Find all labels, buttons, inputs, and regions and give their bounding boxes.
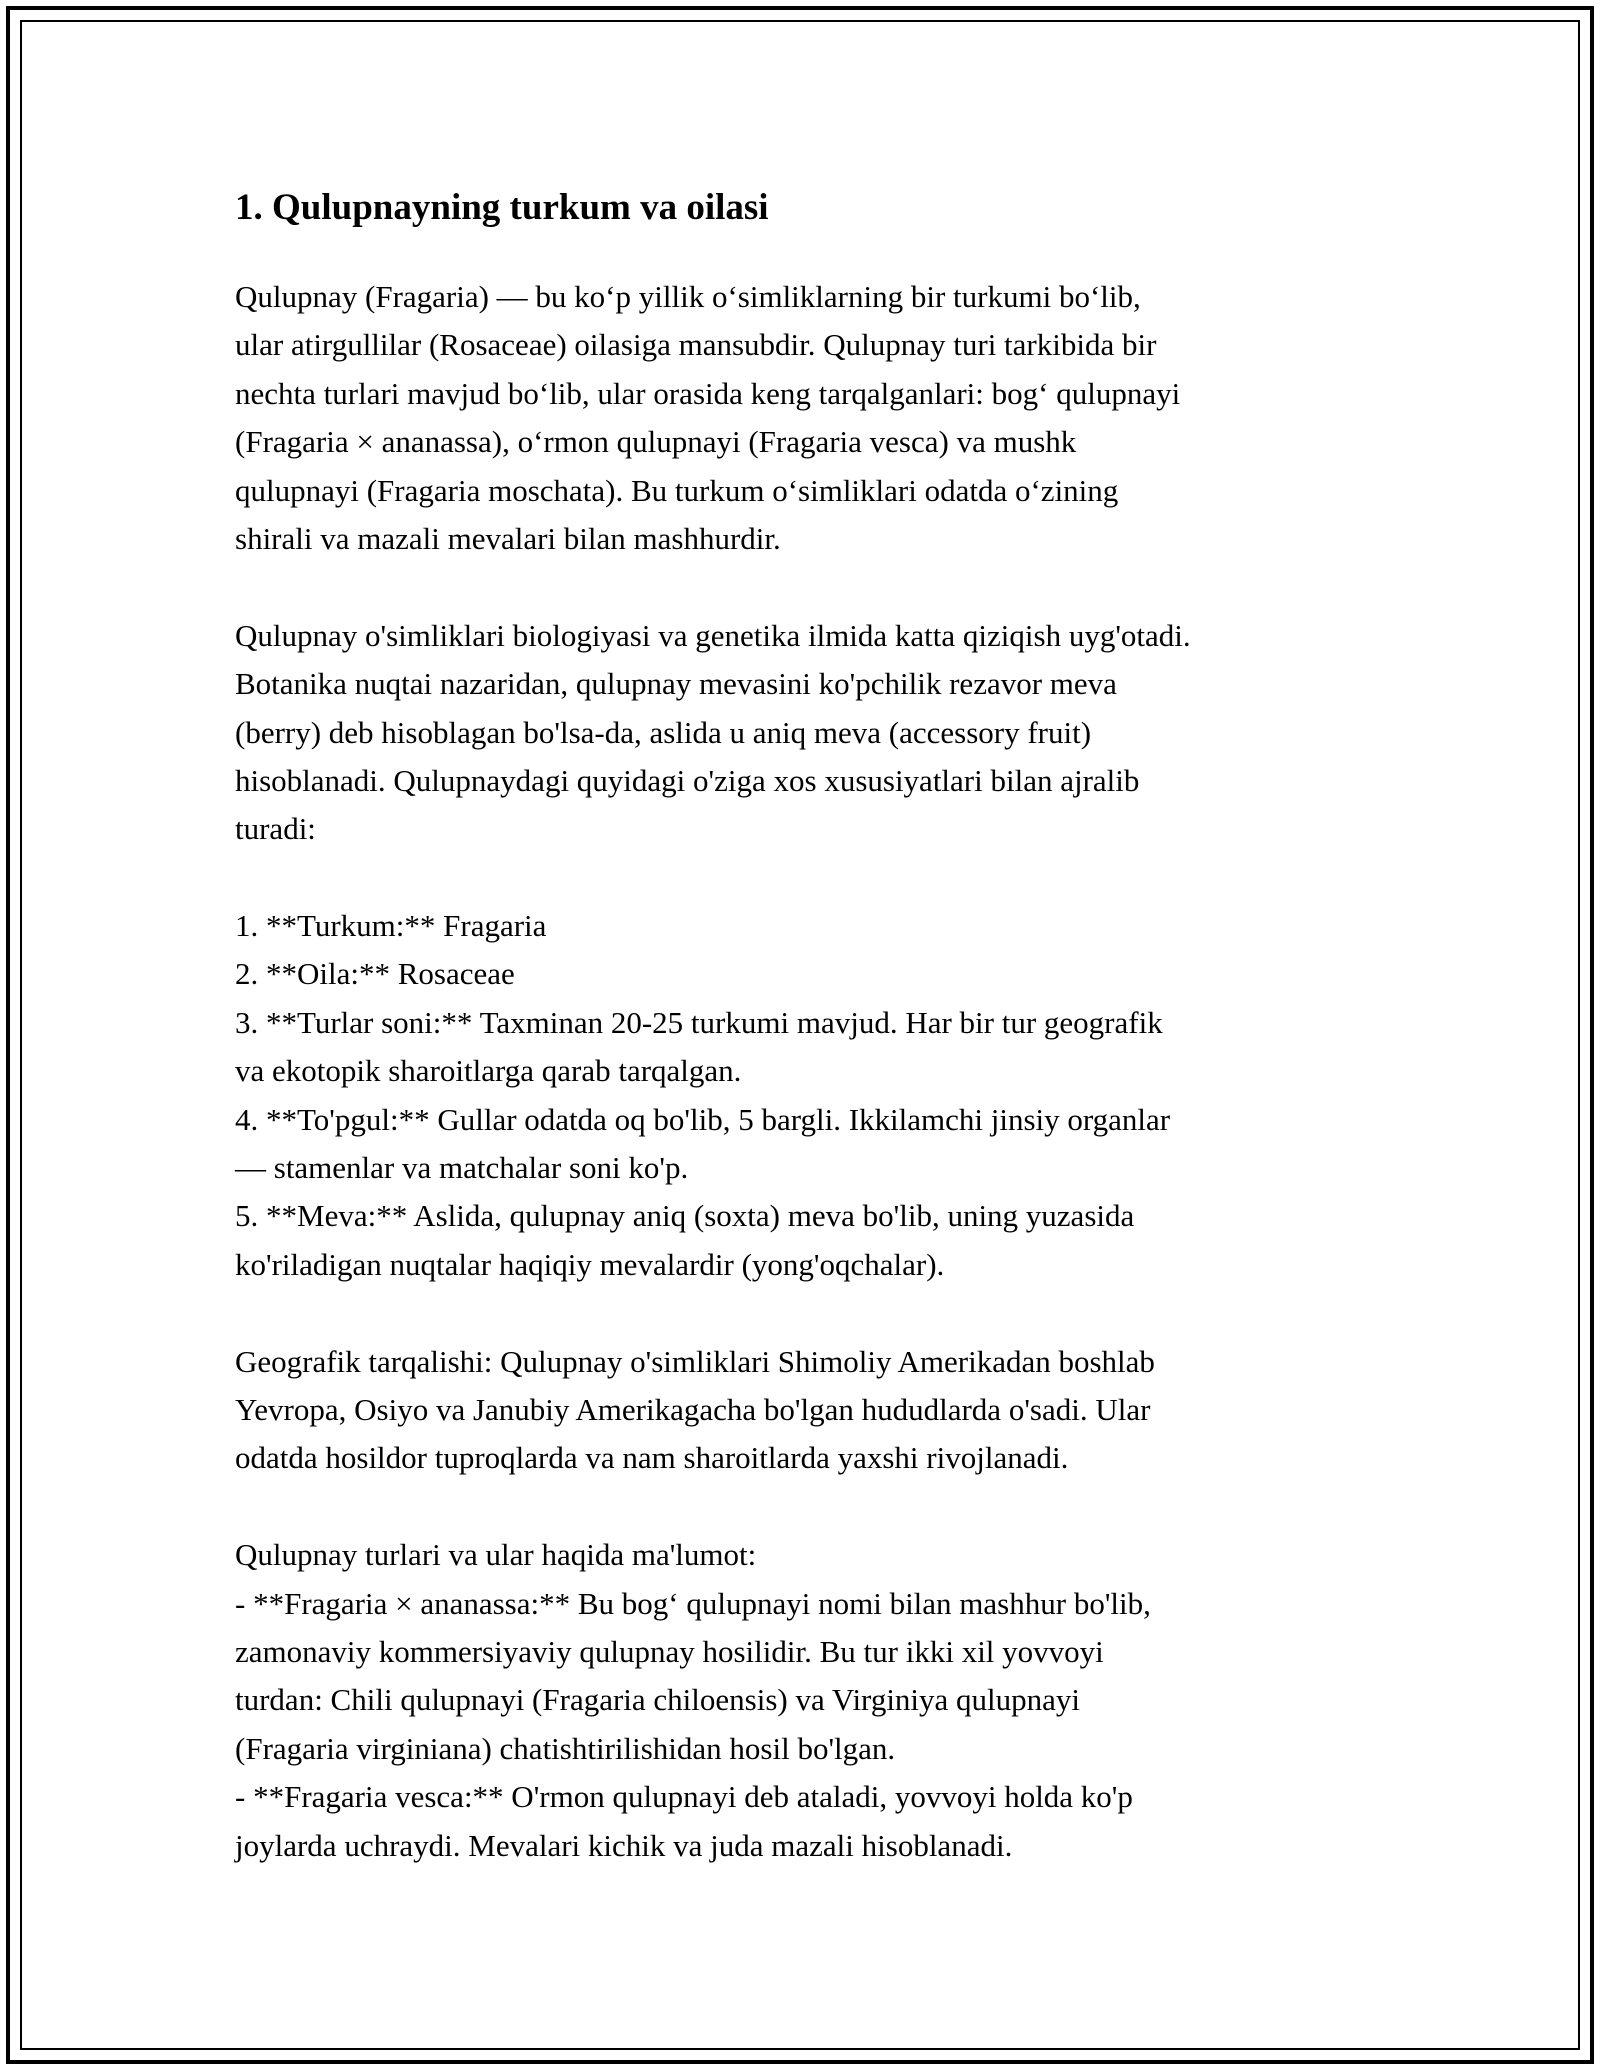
paragraph-geography [235,1338,1375,1483]
paragraph-species [235,1531,1375,1870]
list-item: 4. **To'pgul:** Gullar odatda oq bo'lib, 5 bargli. Ikkilamchi jinsiy organlar [235,1101,1171,1137]
paragraph-spacer [235,563,1375,611]
document-content [235,185,1375,1870]
text-line: hisoblanadi. Qulupnaydagi quyidagi o'ziga xos xususiyatlari bilan ajralib [235,762,1140,798]
section-heading: 1. Qulupnayning turkum va oilasi [235,187,769,228]
text-line: qulupnayi (Fragaria moschata). Bu turkum o‘simliklari odatda o‘zining [235,472,1119,508]
text-line: Qulupnay turlari va ular haqida ma'lumot: [235,1537,757,1573]
paragraph-spacer [235,854,1375,902]
paragraph-spacer [235,1483,1375,1531]
list-item-continuation: va ekotopik sharoitlarga qarab tarqalgan. [235,1053,742,1089]
document-body [235,273,1375,1870]
classification-list [235,902,1375,1289]
list-item-continuation: turdan: Chili qulupnayi (Fragaria chiloensis) va Virginiya qulupnayi [235,1682,1081,1718]
paragraph-spacer [235,1289,1375,1337]
paragraph-intro [235,273,1375,563]
list-item: 2. **Oila:** Rosaceae [235,956,515,992]
list-item-continuation: ko'riladigan nuqtalar haqiqiy mevalardir (yong'oqchalar). [235,1246,945,1282]
text-line: Qulupnay o'simliklari biologiyasi va genetika ilmida katta qiziqish uyg'otadi. [235,617,1191,653]
paragraph-biology [235,612,1375,854]
text-line: nechta turlari mavjud bo‘lib, ular orasida keng tarqalganlari: bog‘ qulupnayi [235,375,1181,411]
text-line: turadi: [235,811,316,847]
text-line: shirali va mazali mevalari bilan mashhurdir. [235,520,781,556]
list-item: 1. **Turkum:** Fragaria [235,908,547,944]
list-item-continuation: (Fragaria virginiana) chatishtirilishidan hosil bo'lgan. [235,1730,896,1766]
text-line: (Fragaria × ananassa), o‘rmon qulupnayi (Fragaria vesca) va mushk [235,424,1077,460]
text-line: (berry) deb hisoblagan bo'lsa-da, aslida u aniq meva (accessory fruit) [235,714,1092,750]
list-item: 5. **Meva:** Aslida, qulupnay aniq (soxta) meva bo'lib, uning yuzasida [235,1198,1135,1234]
list-item-continuation: — stamenlar va matchalar soni ko'p. [235,1150,689,1186]
list-item-continuation: joylarda uchraydi. Mevalari kichik va juda mazali hisoblanadi. [235,1827,1013,1863]
text-line: Yevropa, Osiyo va Janubiy Amerikagacha bo'lgan hududlarda o'sadi. Ular [235,1391,1151,1427]
text-line: ular atirgullilar (Rosaceae) oilasiga mansubdir. Qulupnay turi tarkibida bir [235,327,1157,363]
text-line: Botanika nuqtai nazaridan, qulupnay mevasini ko'pchilik rezavor meva [235,666,1117,702]
list-item-continuation: zamonaviy kommersiyaviy qulupnay hosilidir. Bu tur ikki xil yovvoyi [235,1633,1104,1669]
list-item: 3. **Turlar soni:** Taxminan 20-25 turkumi mavjud. Har bir tur geografik [235,1004,1163,1040]
text-line: Geografik tarqalishi: Qulupnay o'simliklari Shimoliy Amerikadan boshlab [235,1343,1155,1379]
text-line: odatda hosildor tuproqlarda va nam sharoitlarda yaxshi rivojlanadi. [235,1440,1069,1476]
list-item: - **Fragaria vesca:** O'rmon qulupnayi deb ataladi, yovvoyi holda ko'p [235,1779,1133,1815]
text-line: Qulupnay (Fragaria) — bu ko‘p yillik o‘simliklarning bir turkumi bo‘lib, [235,279,1141,314]
list-item: - **Fragaria × ananassa:** Bu bog‘ qulupnayi nomi bilan mashhur bo'lib, [235,1585,1151,1621]
